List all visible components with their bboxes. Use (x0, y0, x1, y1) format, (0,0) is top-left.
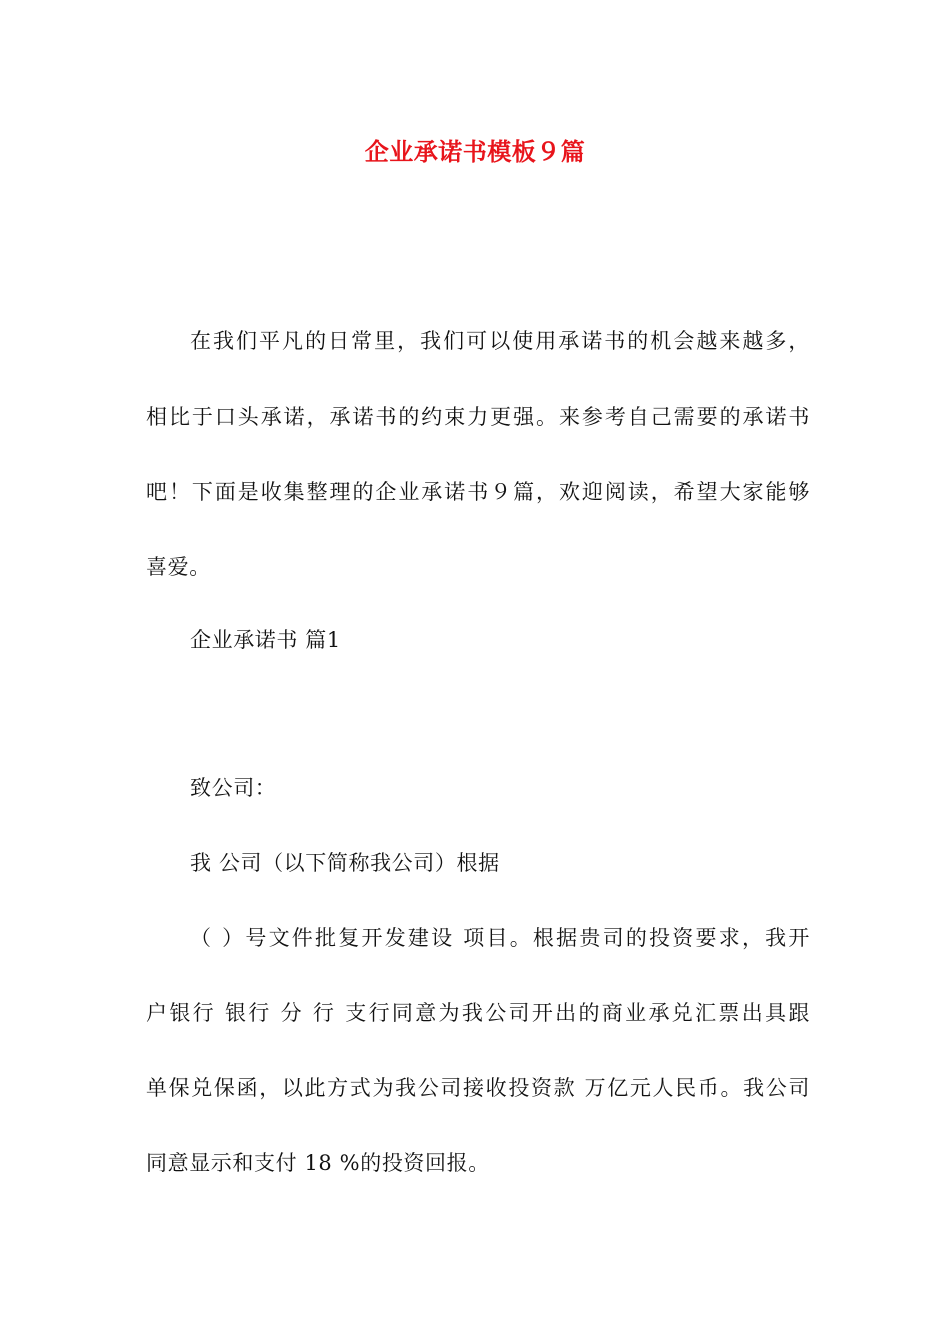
intro-line: 吧！下面是收集整理的企业承诺书９篇，欢迎阅读，希望大家能够 (146, 480, 810, 504)
body-line: （ ）号文件批复开发建设 项目。根据贵司的投资要求，我开 (190, 926, 810, 950)
body-line: 户银行 银行 分 行 支行同意为我公司开出的商业承兑汇票出具跟 (146, 1001, 810, 1025)
intro-line: 喜爱。 (146, 555, 211, 579)
section-heading: 企业承诺书 篇1 (190, 628, 341, 652)
body-line: 同意显示和支付 18 %的投资回报。 (146, 1151, 490, 1175)
body-line: 我 公司（以下简称我公司）根据 (190, 851, 500, 875)
body-line: 单保兑保函，以此方式为我公司接收投资款 万亿元人民币。我公司 (146, 1076, 810, 1100)
salutation: 致公司： (190, 776, 277, 800)
intro-line: 在我们平凡的日常里，我们可以使用承诺书的机会越来越多， (190, 329, 810, 353)
intro-line: 相比于口头承诺，承诺书的约束力更强。来参考自己需要的承诺书 (146, 405, 810, 429)
document-title: 企业承诺书模板９篇 (364, 137, 586, 166)
